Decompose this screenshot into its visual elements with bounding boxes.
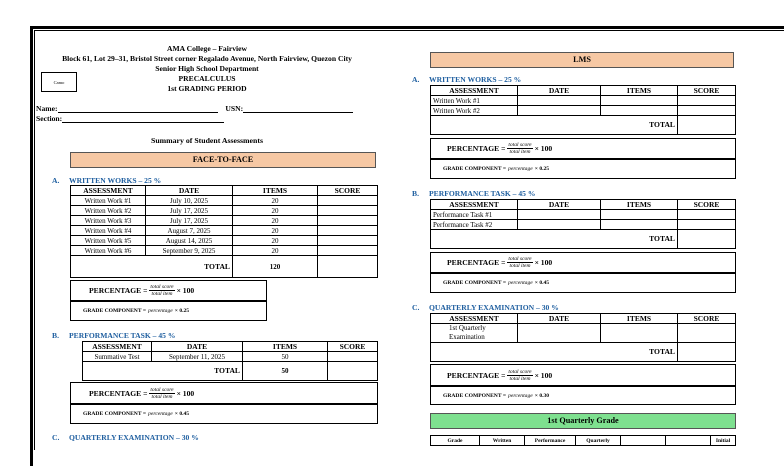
total-label: TOTAL [71, 256, 233, 278]
lms-performance-title: B. PERFORMANCE TASK – 45 % [412, 189, 536, 198]
total-label: TOTAL [83, 362, 243, 381]
table-row: Written Work #1 July 10, 2025 20 [71, 196, 378, 206]
school-logo: Camo [41, 72, 77, 92]
summary-title: Summary of Student Assessments [151, 136, 263, 145]
f2f-written-table: ASSESSMENT DATE ITEMS SCORE Written Work #1 July 10, 2025 20 Written Work #2 July 17, 2025 20 Written Work #3 July 17, 2025 20 Written Work #4 August 7, 2025 20 Written Work #5 August 14, 2025 20 Written Work #6 September 9, 2025 20 TOTAL 120 [70, 185, 378, 278]
total-label: TOTAL [431, 116, 678, 135]
school-name: AMA College – Fairview [167, 44, 247, 53]
lms-written-table: ASSESSMENT DATE ITEMS SCORE Written Work #1 Written Work #2 TOTAL [430, 85, 736, 135]
usn-label: USN: [225, 104, 244, 113]
table-row: Written Work #6 September 9, 2025 20 [71, 246, 378, 256]
f2f-quarterly-title: C. QUARTERLY EXAMINATION – 30 % [52, 433, 199, 442]
total-items: 50 [243, 362, 328, 381]
table-row: Performance Task #1 [431, 210, 736, 220]
table-row: Summative Test September 11, 2025 50 [83, 352, 378, 362]
total-label: TOTAL [431, 230, 678, 249]
department: Senior High School Department [155, 64, 259, 73]
face-to-face-banner: FACE-TO-FACE [70, 152, 376, 168]
quarterly-grade-table: Grade Written Performance Quarterly Initial [430, 435, 736, 446]
name-field[interactable]: Name: USN: [36, 104, 353, 113]
lms-performance-percentage: PERCENTAGE = $\frac{\text{total score}}{\text{total item}}$ × 100 [430, 252, 736, 273]
quarterly-grade-banner: 1st Quarterly Grade [430, 413, 736, 429]
lms-banner: LMS [430, 52, 734, 68]
f2f-performance-table: ASSESSMENT DATE ITEMS SCORE Summative Test September 11, 2025 50 TOTAL 50 [82, 341, 378, 381]
table-row: Written Work #2 July 17, 2025 20 [71, 206, 378, 216]
total-items: 120 [233, 256, 318, 278]
table-row: Written Work #1 [431, 96, 736, 106]
lms-performance-table: ASSESSMENT DATE ITEMS SCORE Performance Task #1 Performance Task #2 TOTAL [430, 199, 736, 249]
f2f-written-grade-component: GRADE COMPONENT = percentage × 0.25 [70, 301, 267, 321]
f2f-performance-title: B. PERFORMANCE TASK – 45 % [52, 331, 176, 340]
lms-quarterly-percentage: PERCENTAGE = $\frac{\text{total score}}{\text{total item}}$ × 100 [430, 364, 736, 386]
table-row: 1st Quarterly Examination [431, 324, 736, 343]
lms-quarterly-grade-component: GRADE COMPONENT = percentage × 0.30 [430, 386, 736, 405]
table-row: Written Work #2 [431, 106, 736, 116]
subject: PRECALCULUS [178, 74, 236, 83]
lms-written-title: A. WRITTEN WORKS – 25 % [412, 75, 522, 84]
lms-written-grade-component: GRADE COMPONENT = percentage × 0.25 [430, 159, 736, 179]
total-label: TOTAL [431, 343, 678, 362]
grading-period: 1st GRADING PERIOD [167, 84, 247, 93]
f2f-written-percentage: PERCENTAGE = $\frac{\text{total score}}{\text{total item}}$ × 100 [70, 280, 267, 301]
lms-performance-grade-component: GRADE COMPONENT = percentage × 0.45 [430, 273, 736, 293]
school-address: Block 61, Lot 29–31, Bristol Street corner Regalado Avenue, North Fairview, Quezon City [62, 54, 352, 63]
section-field[interactable]: Section: [36, 114, 224, 123]
table-row: Performance Task #2 [431, 220, 736, 230]
f2f-performance-percentage: PERCENTAGE = $\frac{\text{total score}}{\text{total item}}$ × 100 [70, 382, 378, 404]
lms-quarterly-table: ASSESSMENT DATE ITEMS SCORE 1st Quarterly Examination TOTAL [430, 313, 736, 362]
f2f-written-title: A. WRITTEN WORKS – 25 % [52, 176, 162, 185]
lms-written-percentage: PERCENTAGE = $\frac{\text{total score}}{\text{total item}}$ × 100 [430, 138, 736, 159]
lms-quarterly-title: C. QUARTERLY EXAMINATION – 30 % [412, 303, 559, 312]
table-row: Written Work #4 August 7, 2025 20 [71, 226, 378, 236]
table-row: Written Work #3 July 17, 2025 20 [71, 216, 378, 226]
table-row: Written Work #5 August 14, 2025 20 [71, 236, 378, 246]
f2f-performance-grade-component: GRADE COMPONENT = percentage × 0.45 [70, 404, 378, 424]
